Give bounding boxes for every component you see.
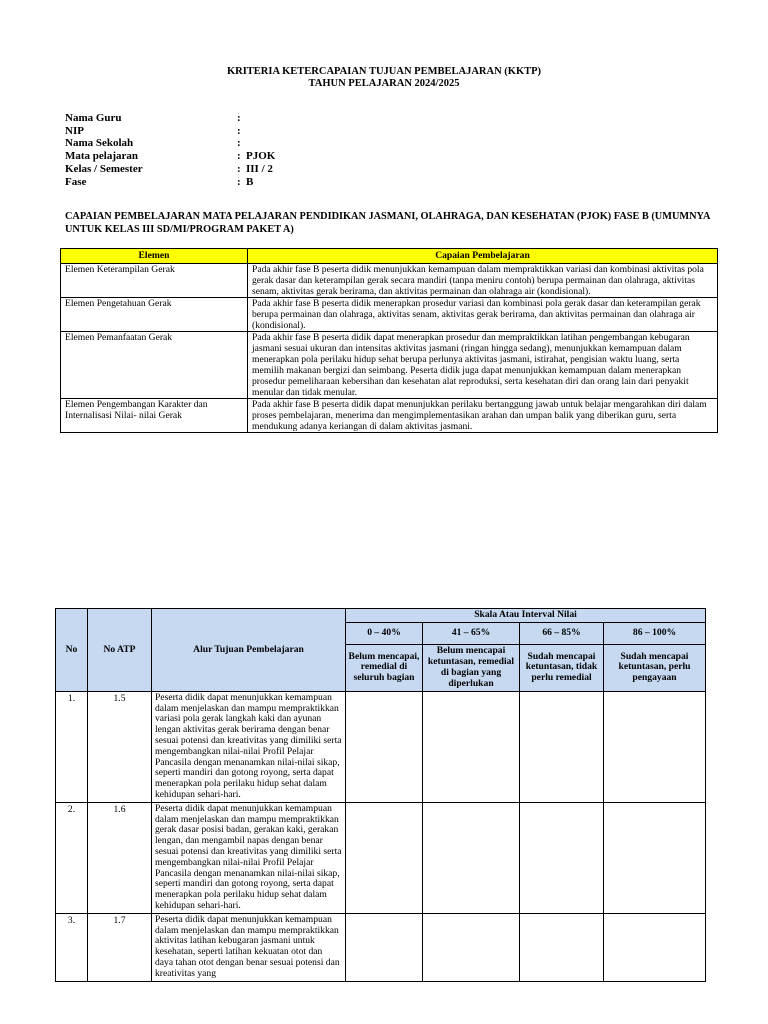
kktp-header-scale: Skala Atau Interval Nilai [346, 609, 706, 623]
cp-capaian-cell: Pada akhir fase B peserta didik menerapkan prosedur variasi dan kombinasi pola gerak dasar dan keterampilan gerak berupa permainan dan olahraga, aktivitas senam, aktivitas gerak berirama, dan aktivitas permainan dan olahraga air (kondisional). [248, 298, 718, 332]
cp-elemen-cell: Elemen Pemanfaatan Gerak [61, 332, 248, 399]
cp-capaian-cell: Pada akhir fase B peserta didik dapat menerapkan prosedur dan mempraktikkan latihan pengembangan kebugaran jasmani sesuai ukuran dan intensitas aktivitas jasmani (ringan hingga sedang), menunjukkan kemampuan dalam menerapkan pola perilaku hidup sehat berupa perlunya aktivitas jasmani, istirahat, pengisian waktu luang, serta memilih makanan bergizi dan seimbang. Peserta didik juga dapat menunjukkan kemampuan dalam menerapkan prosedur pemeliharaan kebersihan dan kesehatan alat reproduksi, serta kesehatan diri dan orang lain dari penyakit menular dan tidak menular. [248, 332, 718, 399]
identity-value [246, 137, 275, 150]
cp-row [61, 264, 718, 298]
kktp-header-row-1 [56, 609, 706, 623]
identity-table [65, 112, 275, 188]
kktp-score-cell-3 [520, 913, 604, 981]
cp-row [61, 399, 718, 433]
kktp-score-cell-2 [423, 691, 520, 802]
cp-elemen-cell: Elemen Keterampilan Gerak [61, 264, 248, 298]
kktp-no-cell: 1. [56, 691, 88, 802]
kktp-range-1: 0 – 40% [346, 622, 423, 644]
kktp-score-cell-2 [423, 913, 520, 981]
identity-row [65, 125, 275, 138]
kktp-no-cell: 2. [56, 802, 88, 913]
cp-row [61, 332, 718, 399]
identity-label: Kelas / Semester [65, 162, 143, 175]
kktp-range-2: 41 – 65% [423, 622, 520, 644]
cp-header-row [61, 249, 718, 264]
kktp-score-cell-4 [604, 802, 706, 913]
identity-colon: : [237, 150, 241, 163]
cp-header-capaian: Capaian Pembelajaran [248, 249, 718, 264]
kktp-header-no: No [56, 609, 88, 692]
identity-row [65, 150, 275, 163]
kktp-row [56, 802, 706, 913]
kktp-desc-1: Belum mencapai, remedial di seluruh bagian [346, 644, 423, 691]
kktp-range-4: 86 – 100% [604, 622, 706, 644]
identity-value [246, 125, 275, 138]
kktp-alur-cell: Peserta didik dapat menunjukkan kemampuan dalam menjelaskan dan mampu mempraktikkan variasi pola gerak langkah kaki dan ayunan lengan aktivitas gerak berirama dengan benar sesuai potensi dan kreativitas yang dimiliki serta mengembangkan nilai-nilai Profil Pelajar Pancasila dengan menanamkan nilai-nilai sikap, seperti mandiri dan gotong royong, serta dapat menerapkan pola perilaku hidup sehat dalam kehidupan sehari-hari. [152, 691, 346, 802]
identity-colon: : [237, 175, 241, 188]
identity-row [65, 176, 275, 189]
identity-row [65, 163, 275, 176]
kktp-alur-cell: Peserta didik dapat menunjukkan kemampuan dalam menjelaskan dan mampu mempraktikkan gerak dasar posisi badan, gerakan kaki, gerakan lengan, dan mengambil napas dengan benar sesuai potensi dan kreativitas yang dimiliki serta mengembangkan nilai-nilai Profil Pelajar Pancasila dengan menanamkan nilai-nilai sikap, seperti mandiri dan gotong royong, serta dapat menerapkan pola perilaku hidup sehat dalam kehidupan sehari-hari. [152, 802, 346, 913]
identity-row [65, 112, 275, 125]
identity-value: III / 2 [246, 162, 273, 175]
kktp-score-cell-4 [604, 691, 706, 802]
kktp-row [56, 691, 706, 802]
cp-elemen-cell: Elemen Pengetahuan Gerak [61, 298, 248, 332]
kktp-header-atp: No ATP [88, 609, 152, 692]
kktp-score-cell-1 [346, 691, 423, 802]
kktp-score-cell-1 [346, 913, 423, 981]
document-subtitle: TAHUN PELAJARAN 2024/2025 [308, 78, 460, 89]
kktp-score-cell-1 [346, 802, 423, 913]
kktp-row [56, 913, 706, 981]
kktp-desc-4: Sudah mencapai ketuntasan, perlu pengayaan [604, 644, 706, 691]
kktp-score-cell-3 [520, 691, 604, 802]
cp-heading: CAPAIAN PEMBELAJARAN MATA PELAJARAN PENDIDIKAN JASMANI, OLAHRAGA, DAN KESEHATAN (PJOK) FASE B (UMUMNYA UNTUK KELAS III SD/MI/PROGRAM PAKET A) [65, 211, 710, 235]
kktp-header-alur: Alur Tujuan Pembelajaran [152, 609, 346, 692]
identity-row [65, 137, 275, 150]
kktp-table [55, 608, 706, 982]
identity-value: B [246, 175, 254, 188]
identity-colon: : [237, 137, 241, 150]
kktp-no-cell: 3. [56, 913, 88, 981]
identity-value: PJOK [246, 150, 276, 163]
kktp-atp-cell: 1.7 [88, 913, 152, 981]
cp-capaian-cell: Pada akhir fase B peserta didik dapat menunjukkan perilaku bertanggung jawab untuk belajar mengarahkan diri dalam proses pembelajaran, menerima dan mengimplementasikan arahan dan umpan balik yang diberikan guru, serta mendukung adanya keriangan di dalam aktivitas jasmani. [248, 399, 718, 433]
kktp-atp-cell: 1.5 [88, 691, 152, 802]
kktp-desc-3: Sudah mencapai ketuntasan, tidak perlu remedial [520, 644, 604, 691]
identity-label: Mata pelajaran [65, 150, 139, 163]
identity-label: NIP [65, 124, 84, 137]
kktp-desc-2: Belum mencapai ketuntasan, remedial di bagian yang diperlukan [423, 644, 520, 691]
kktp-score-cell-2 [423, 802, 520, 913]
identity-label: Fase [65, 175, 87, 188]
identity-colon: : [237, 162, 241, 175]
cp-table [60, 248, 718, 433]
kktp-score-cell-4 [604, 913, 706, 981]
identity-label: Nama Sekolah [65, 137, 134, 150]
identity-label: Nama Guru [65, 112, 122, 124]
cp-row [61, 298, 718, 332]
identity-value [246, 112, 275, 125]
cp-capaian-cell: Pada akhir fase B peserta didik menunjukkan kemampuan dalam mempraktikkan variasi dan kombinasi aktivitas pola gerak dasar dan keterampilan gerak secara mandiri (tanpa meniru contoh) berupa permainan dan olahraga, aktivitas senam, aktivitas gerak berirama, dan aktivitas permainan dan olahraga air (kondisional). [248, 264, 718, 298]
identity-colon: : [237, 112, 241, 124]
kktp-score-cell-3 [520, 802, 604, 913]
identity-colon: : [237, 124, 241, 137]
cp-elemen-cell: Elemen Pengembangan Karakter dan Internalisasi Nilai- nilai Gerak [61, 399, 248, 433]
kktp-alur-cell: Peserta didik dapat menunjukkan kemampuan dalam menjelaskan dan mampu mempraktikkan aktivitas latihan kebugaran jasmani untuk kesehatan, seperti latihan kekuatan otot dan daya tahan otot dengan benar sesuai potensi dan kreativitas yang [152, 913, 346, 981]
kktp-atp-cell: 1.6 [88, 802, 152, 913]
document-title: KRITERIA KETERCAPAIAN TUJUAN PEMBELAJARAN (KKTP) [226, 66, 542, 77]
cp-header-elemen: Elemen [61, 249, 248, 264]
kktp-range-3: 66 – 85% [520, 622, 604, 644]
